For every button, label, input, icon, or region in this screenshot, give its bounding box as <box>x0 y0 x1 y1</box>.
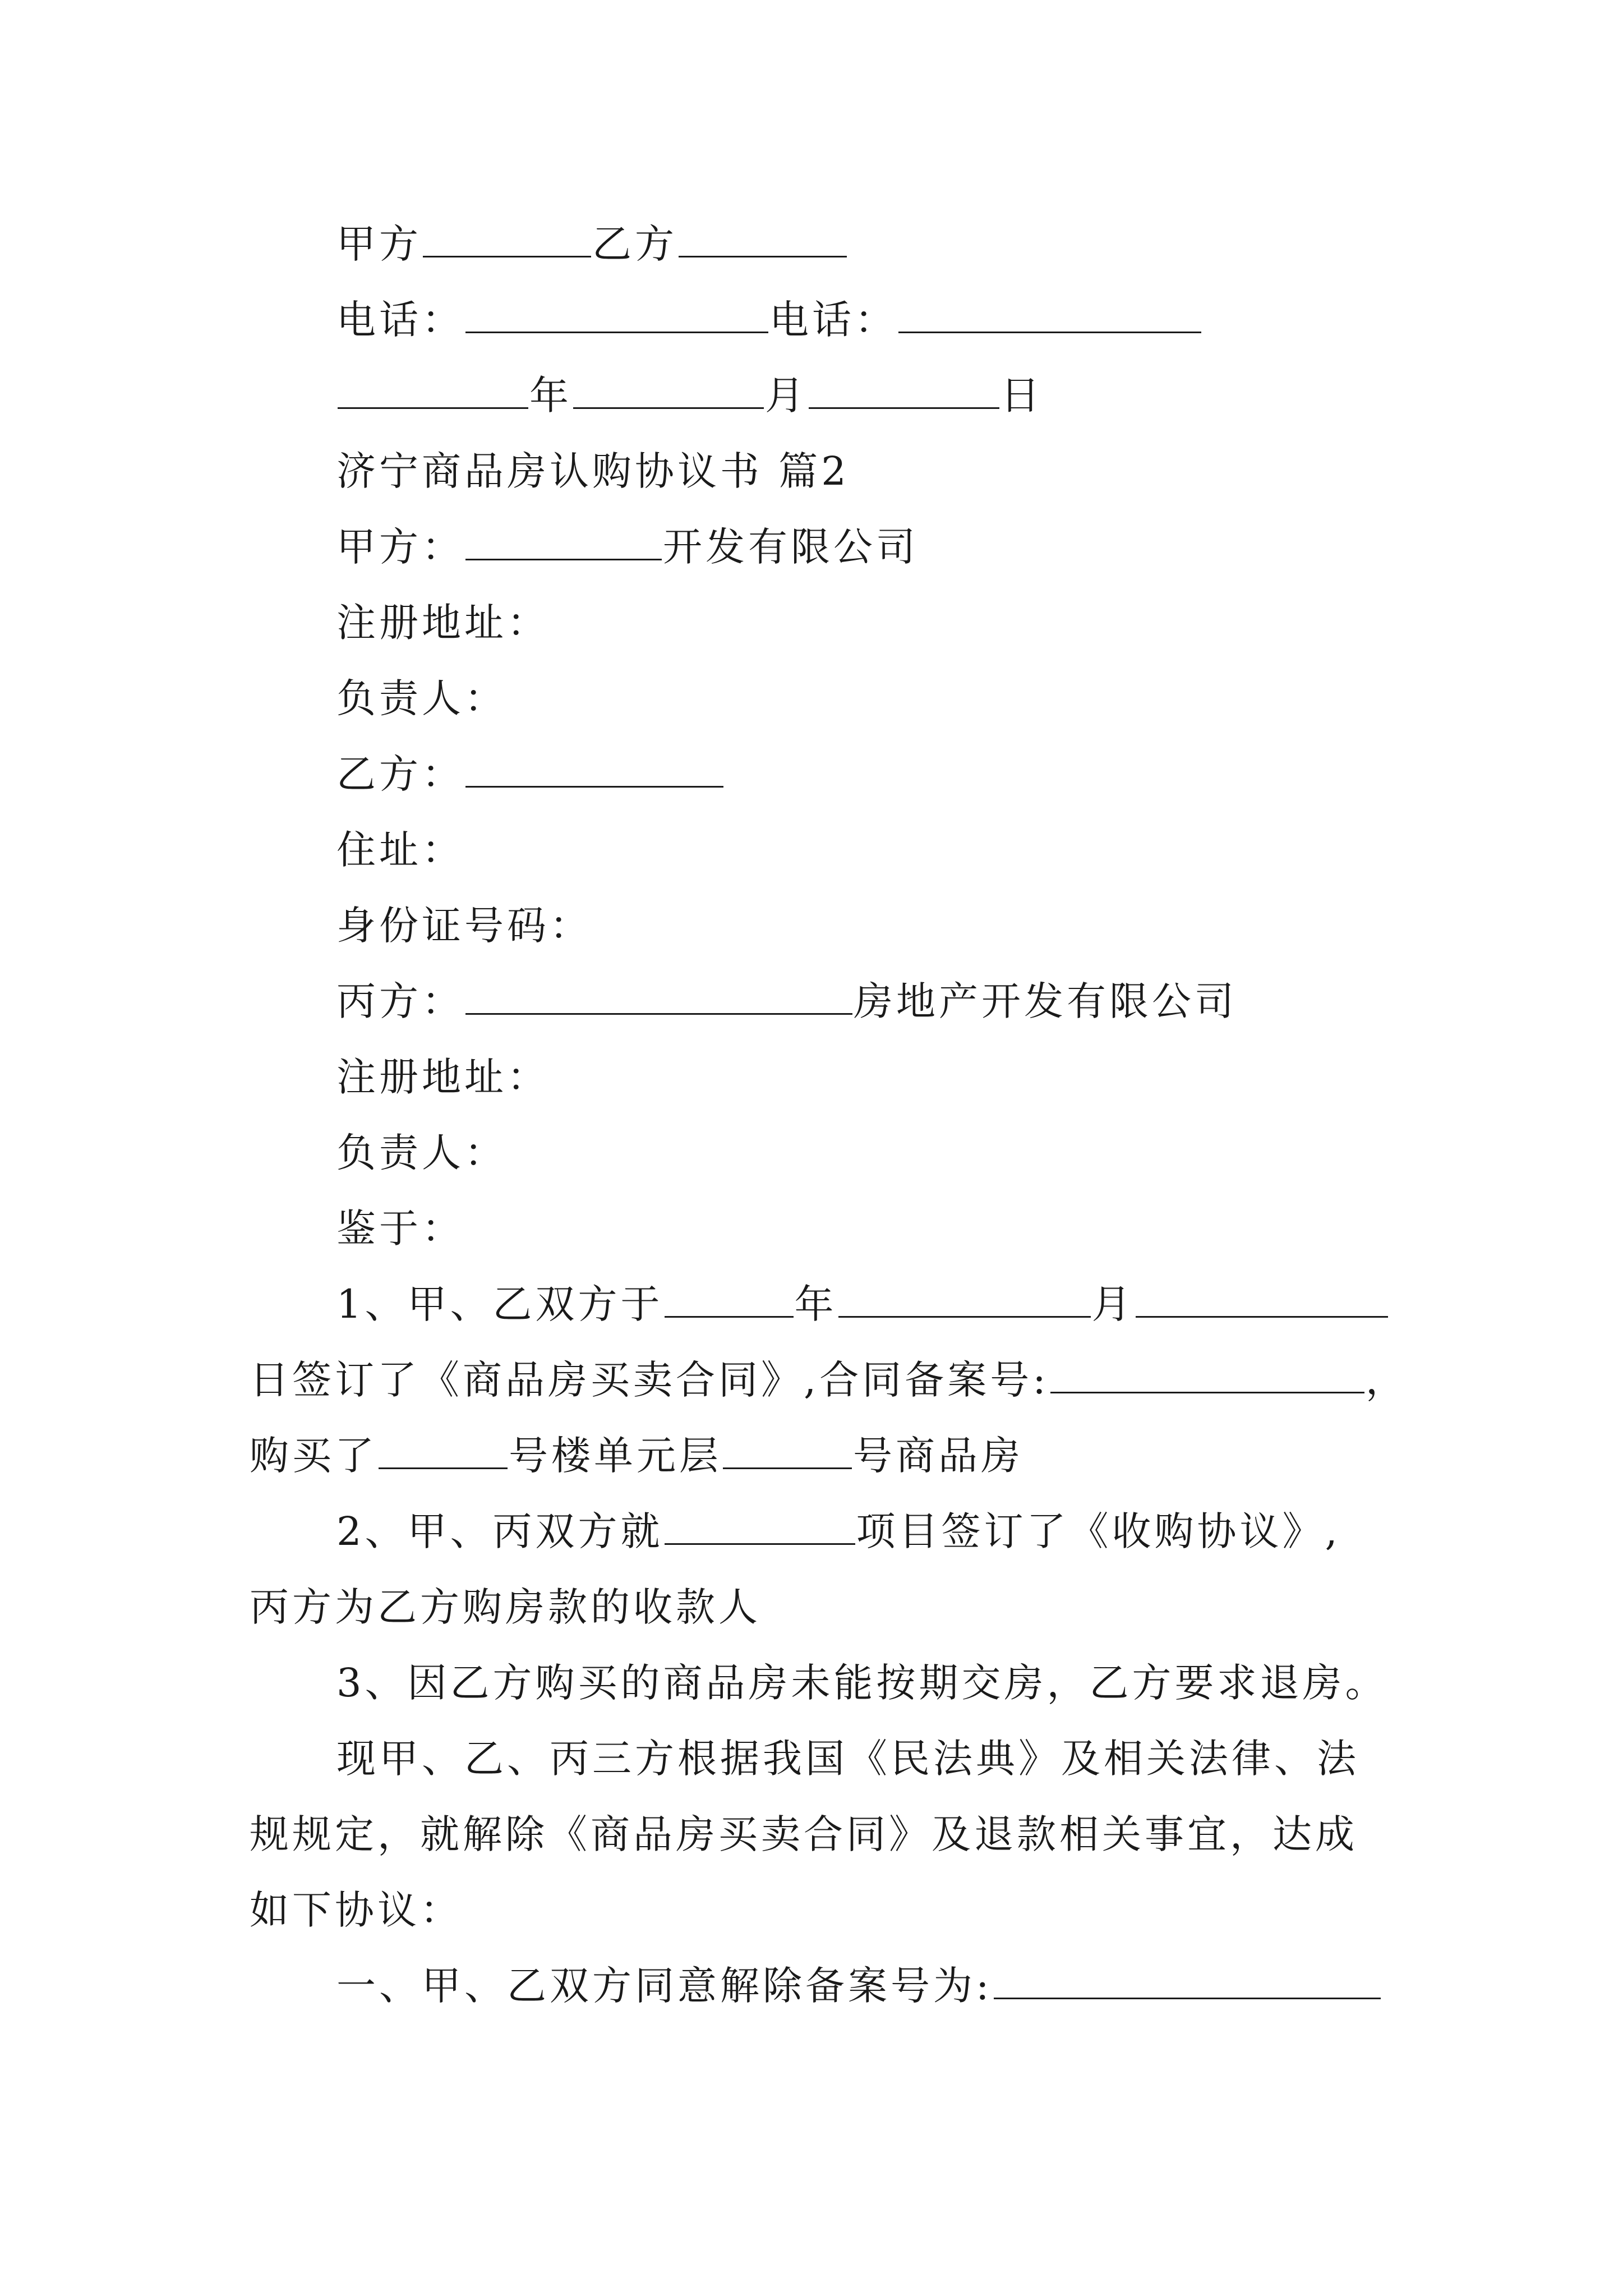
phone-a-label: 电话： <box>336 297 464 343</box>
item1-unit-blank <box>723 1434 852 1469</box>
clause1-text: 一、甲、乙双方同意解除备案号为: <box>336 1963 993 2009</box>
item1-comma: ， <box>1365 1357 1408 1403</box>
party-a-rep: 负责人： <box>336 675 507 721</box>
party-a-suffix: 开发有限公司 <box>663 524 919 570</box>
item2-project-blank <box>665 1510 855 1545</box>
phone-a-blank <box>465 298 768 333</box>
phone-b-label: 电话： <box>769 297 897 343</box>
item1-year-blank <box>665 1282 794 1318</box>
date-day-label: 日 <box>1000 372 1043 418</box>
item2-agreement: 项目签订了《收购协议》, <box>856 1508 1341 1554</box>
item1-purchased: 购买了 <box>250 1433 377 1479</box>
item1-line3 <box>250 1428 1023 1484</box>
clause1-line <box>336 1958 1382 2014</box>
party-c-suffix: 房地产开发有限公司 <box>854 978 1237 1024</box>
date-line <box>336 367 1043 424</box>
sig-party-b-blank <box>679 222 847 257</box>
item2-intro: 2、甲、丙双方就 <box>336 1508 663 1554</box>
phone-b-blank <box>898 298 1201 333</box>
item1-day-blank <box>1136 1282 1388 1318</box>
whereas-heading: 鉴于： <box>336 1205 464 1251</box>
item1-line2 <box>250 1352 1408 1408</box>
item1-building: 号楼单元层 <box>509 1433 722 1479</box>
party-a-line <box>336 519 919 575</box>
item1-line1 <box>336 1276 1389 1332</box>
party-b-blank <box>465 752 723 788</box>
signature-line <box>336 216 848 272</box>
date-month-blank <box>573 374 764 409</box>
item1-month-blank <box>838 1282 1091 1318</box>
date-year-label: 年 <box>529 372 572 418</box>
party-a-label: 甲方： <box>336 524 464 570</box>
party-b-id: 身份证号码： <box>336 903 592 949</box>
phone-line <box>336 292 1202 348</box>
party-c-reg-addr: 注册地址： <box>336 1054 550 1100</box>
date-day-blank <box>809 374 999 409</box>
item1-house: 号商品房 <box>853 1433 1023 1479</box>
party-b-label: 乙方： <box>336 751 464 797</box>
date-year-blank <box>338 374 528 409</box>
item1-intro: 1、甲、乙双方于 <box>336 1281 663 1327</box>
party-c-blank <box>465 979 852 1015</box>
party-c-line <box>336 973 1237 1029</box>
para-line1: 现甲、乙、丙三方根据我国《民法典》及相关法律、法 <box>336 1736 1359 1782</box>
item2-line1 <box>336 1503 1341 1559</box>
party-b-line <box>336 746 725 802</box>
sig-party-a-label: 甲方 <box>336 221 422 267</box>
item1-contract-text: 日签订了《商品房买卖合同》,合同备案号: <box>250 1357 1049 1403</box>
item2-line2: 丙方为乙方购房款的收款人 <box>250 1584 761 1630</box>
item1-record-no-blank <box>1050 1358 1364 1393</box>
clause1-record-blank <box>994 1964 1381 1999</box>
sig-party-b-label: 乙方 <box>592 221 677 267</box>
sig-party-a-blank <box>423 222 591 257</box>
party-c-label: 丙方： <box>336 978 464 1024</box>
para-line3: 如下协议： <box>250 1887 463 1933</box>
date-month-label: 月 <box>765 372 808 418</box>
party-b-addr: 住址： <box>336 827 464 873</box>
party-a-blank <box>465 525 662 560</box>
para-line2: 规规定，就解除《商品房买卖合同》及退款相关事宜，达成 <box>250 1811 1358 1857</box>
item1-building-blank <box>379 1434 508 1469</box>
document-title: 济宁商品房认购协议书 篇2 <box>336 448 850 494</box>
item3: 3、因乙方购买的商品房未能按期交房，乙方要求退房。 <box>336 1660 1388 1706</box>
party-a-reg-addr: 注册地址： <box>336 600 550 646</box>
party-c-rep: 负责人： <box>336 1130 507 1176</box>
item1-year: 年 <box>794 1281 837 1327</box>
item1-month: 月 <box>1091 1281 1135 1327</box>
